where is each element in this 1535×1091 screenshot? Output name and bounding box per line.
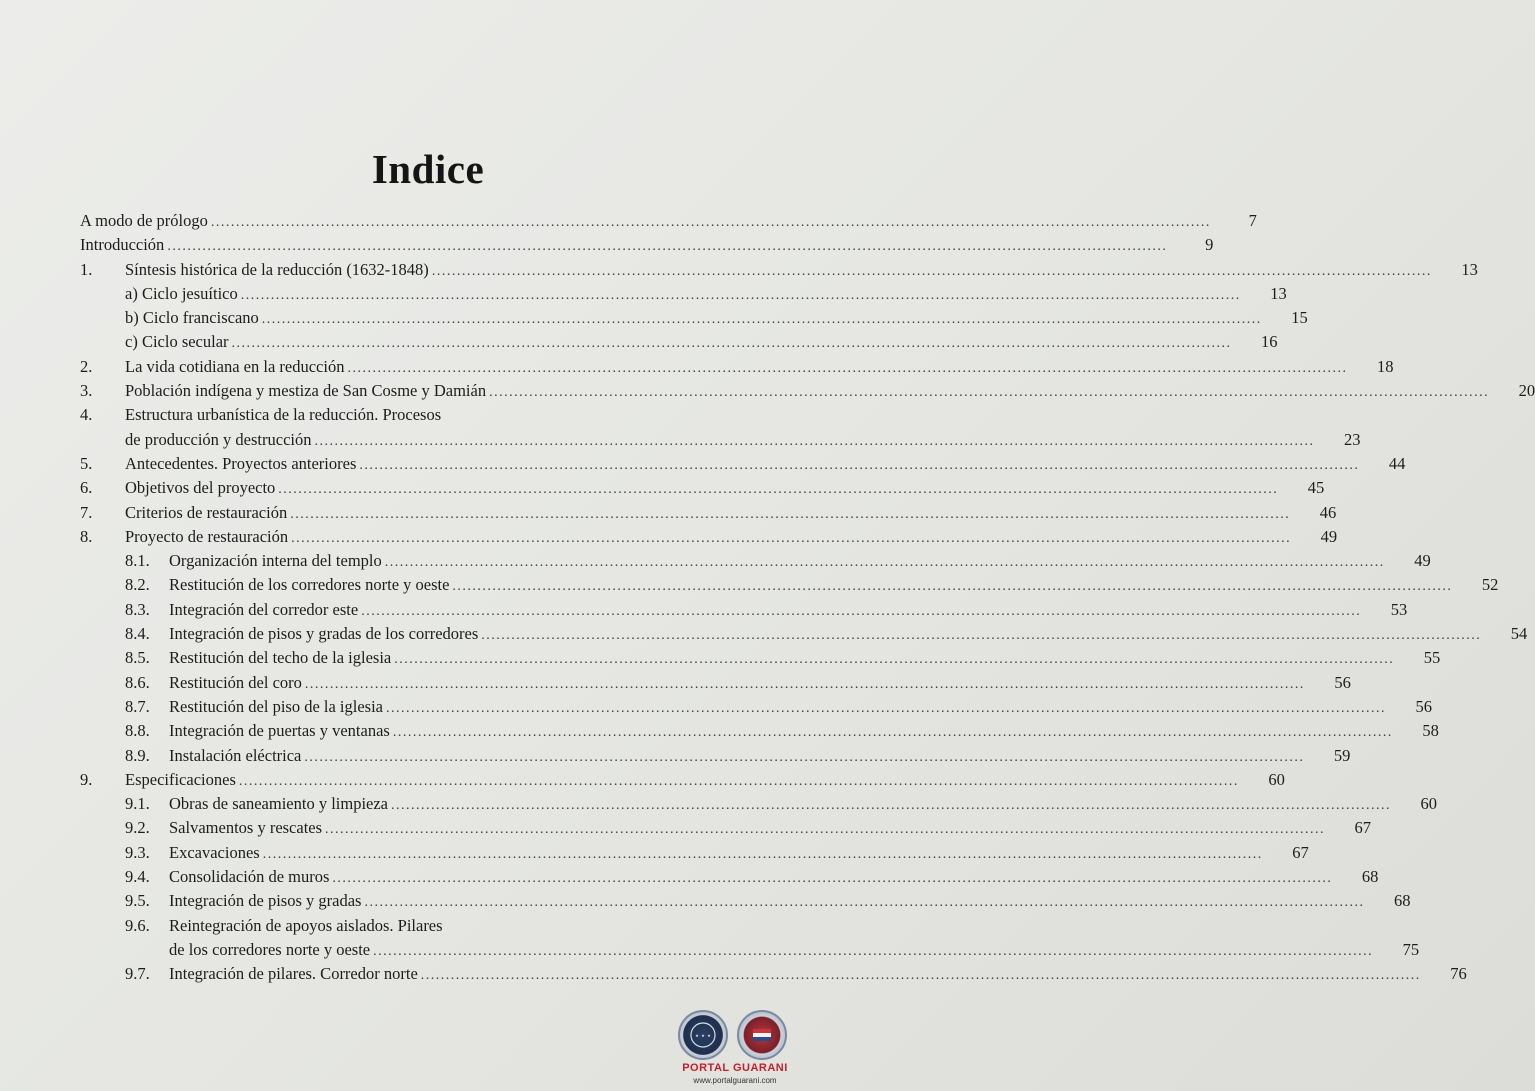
dot-leader: ........................................................................................................................................................................................................ [361,603,1362,619]
toc-entry-line [169,624,1528,644]
toc-entry-page: 23 [1343,429,1361,449]
toc-entry-line [169,842,1309,863]
toc-entry-title: Introducción [80,235,165,255]
toc-entry-page: 45 [1307,478,1325,498]
dot-leader: ........................................................................................................................................................................................................ [364,895,1365,911]
toc-entry-title: La vida cotidiana en la reducción [125,356,345,376]
toc-entry [80,429,1361,454]
toc-entry [80,745,1351,770]
toc-entry-number: 9.2. [125,818,150,838]
dot-leader: ........................................................................................................................................................................................................ [386,700,1387,716]
toc-entry-line [125,283,1287,304]
toc-entry [80,842,1309,867]
toc-entry-number: 7. [80,502,93,522]
toc-entry-title: A modo de prólogo [80,211,208,230]
toc-entry-line [125,356,1394,377]
dot-leader: ........................................................................................................................................................................................................ [391,798,1392,814]
dot-leader: ........................................................................................................................................................................................................ [240,287,1241,303]
toc-entry [80,332,1278,356]
toc-entry-line [169,891,1411,911]
toc-entry-line [169,721,1439,741]
toc-entry [80,916,778,940]
toc-entry-page: 53 [1390,599,1408,619]
flag-seal-icon [737,1010,787,1060]
dot-leader: ........................................................................................................................................................................................................ [347,360,1348,376]
dot-leader: ........................................................................................................................................................................................................ [373,943,1374,959]
toc-entry-title: Población indígena y mestiza de San Cosme y Damián [125,381,487,401]
toc-entry-page: 56 [1334,672,1351,692]
toc-entry-title: Estructura urbanística de la reducción. Procesos [125,405,442,425]
dot-leader: ........................................................................................................................................................................................................ [394,652,1395,668]
toc-entry [80,502,1337,527]
toc-entry [80,526,1338,551]
toc-entry-title: Excavaciones [169,842,260,862]
toc-entry [80,794,1438,818]
dot-leader: ........................................................................................................................................................................................................ [392,725,1393,741]
toc-entry [80,405,778,429]
toc-entry-line [125,478,1325,498]
toc-entry-number: 8. [80,526,93,546]
toc-entry [80,964,1467,988]
toc-entry [80,478,1325,502]
watermark-url: www.portalguarani.com [693,1076,777,1085]
toc-entry [80,381,1535,405]
toc-entry-line [125,308,1308,328]
toc-entry [80,891,1411,915]
toc-entry-page: 18 [1376,356,1394,376]
toc-entry [80,551,1431,575]
dot-leader: ........................................................................................................................................................................................................ [304,676,1305,692]
toc-entry-line [80,211,1257,231]
toc-entry-page: 58 [1422,721,1439,741]
toc-entry-title: b) Ciclo franciscano [125,308,259,328]
toc-entry-title: Criterios de restauración [125,502,288,522]
toc-entry-page: 7 [1248,211,1257,230]
toc-entry-page: 76 [1450,964,1467,984]
toc-entry-title: Restitución del techo de la iglesia [169,648,392,668]
toc-entry-page: 75 [1402,939,1420,959]
toc-entry-line [169,599,1408,620]
toc-entry [80,721,1439,745]
toc-entry-number: 8.6. [125,672,150,692]
toc-entry-page: 52 [1481,575,1499,595]
dot-leader: ........................................................................................................................................................................................................ [210,215,1211,230]
toc-entry-page: 68 [1361,867,1379,887]
toc-entry-page: 59 [1333,745,1351,765]
toc-entry-line [125,502,1337,523]
toc-entry-line [169,794,1438,814]
toc-entry-title: Especificaciones [125,769,236,789]
toc-entry-page: 49 [1414,551,1431,571]
toc-entry-title: Proyecto de restauración [125,526,289,546]
toc-entry-page: 67 [1292,842,1309,862]
toc-entry-number: 8.8. [125,721,150,741]
toc-entry-title: Antecedentes. Proyectos anteriores [125,453,357,473]
toc-entry-number: 4. [80,405,93,425]
dot-leader: ........................................................................................................................................................................................................ [332,871,1333,887]
flag-icon [747,1020,777,1050]
toc-entry-line [169,939,1420,960]
toc-entry-line [169,648,1441,668]
toc-entry-title: Restitución del coro [169,672,302,692]
toc-entry-page: 60 [1420,794,1438,814]
toc-entry [80,769,1285,794]
toc-entry-line [125,526,1338,547]
dot-leader: ........................................................................................................................................................................................................ [278,482,1279,498]
toc-entry-line [125,429,1361,450]
toc-entry-page: 13 [1461,259,1478,279]
toc-entry-line [125,259,1478,280]
toc-entry-title: Integración de pisos y gradas [169,891,362,911]
toc-entry-number: 1. [80,259,93,279]
toc-entry-page: 44 [1388,453,1406,473]
dot-leader: ........................................................................................................................................................................................................ [238,773,1239,789]
dot-leader: ........................................................................................................................................................................................................ [489,385,1490,401]
toc-entry-number: 8.2. [125,575,150,595]
toc-entry-title: de producción y destrucción [125,429,312,449]
toc-entry-line [169,818,1372,838]
dot-leader: ........................................................................................................................................................................................................ [290,506,1291,522]
toc-entry-number: 9. [80,769,93,789]
dot-leader: ........................................................................................................................................................................................................ [420,968,1421,984]
toc-entry-number: 8.7. [125,696,150,716]
toc-entry-number: 9.5. [125,891,150,911]
dot-leader: ........................................................................................................................................................................................................ [452,579,1453,595]
toc-entry-line [169,745,1351,766]
dot-leader: ........................................................................................................................................................................................................ [384,555,1385,571]
toc-entry-page: 60 [1268,769,1285,789]
toc-entry-line [80,235,1214,255]
toc-entry-title: de los corredores norte y oeste [169,939,371,959]
toc-entry-number: 9.7. [125,964,150,984]
toc-entry-number: 8.4. [125,624,150,644]
toc-entry-page: 46 [1319,502,1337,522]
toc-entry-number: 5. [80,453,93,473]
toc-entry [80,672,1351,697]
dot-leader: ........................................................................................................................................................................................................ [231,336,1232,352]
toc-entry-title: Obras de saneamiento y limpieza [169,794,389,814]
toc-entry-line [125,769,1285,790]
toc-entry-page: 15 [1291,308,1308,328]
toc-entry [80,575,1499,599]
toc-entry-page: 67 [1354,818,1372,838]
dot-leader: ........................................................................................................................................................................................................ [314,433,1315,449]
toc-entry-title: Integración de pisos y gradas de los corredores [169,624,479,644]
toc-entry-title: Consolidación de muros [169,867,330,887]
toc-entry-title: Restitución de los corredores norte y oeste [169,575,450,595]
toc-entry-title: Instalación eléctrica [169,745,302,765]
dot-leader: ........................................................................................................................................................................................................ [325,822,1326,838]
toc-entry-title: Restitución del piso de la iglesia [169,696,384,716]
toc-entry [80,867,1379,891]
toc-entry-title: Salvamentos y rescates [169,818,323,838]
dot-leader: ........................................................................................................................................................................................................ [291,530,1292,546]
toc-entry-line [169,867,1379,887]
toc-entry-page: 20 [1518,381,1535,401]
toc-entry-number: 9.1. [125,794,150,814]
dot-leader: ........................................................................................................................................................................................................ [261,312,1262,328]
toc-entry-page: 13 [1270,283,1287,303]
toc-entry-title: Integración de pilares. Corredor norte [169,964,418,984]
toc-entry-number: 6. [80,478,93,498]
dot-leader: ........................................................................................................................................................................................................ [481,628,1482,644]
toc-entry-number: 3. [80,381,93,401]
toc-entry-number: 9.3. [125,842,150,862]
toc-entry-line [125,453,1406,474]
toc-entry-page: 56 [1415,696,1433,716]
toc-entry-title: Reintegración de apoyos aislados. Pilares [169,915,443,935]
toc-entry-number: 9.4. [125,867,150,887]
toc-entry [80,648,1441,672]
page-title: Indice [371,146,485,193]
toc-entry-line [169,696,1433,717]
table-of-contents [80,211,1535,989]
watermark-brand: PORTAL GUARANI [682,1062,788,1074]
toc-entry-line [169,672,1351,693]
toc-entry [80,696,1433,721]
toc-entry [80,599,1408,624]
star-seal-icon [688,1020,718,1050]
dot-leader: ........................................................................................................................................................................................................ [359,457,1360,473]
dot-leader: ........................................................................................................................................................................................................ [167,239,1168,255]
seal-icon [678,1010,728,1060]
toc-entry-number: 8.3. [125,599,150,619]
toc-entry [80,211,1257,235]
toc-entry [80,259,1478,284]
toc-entry-title: Organización interna del templo [169,551,382,571]
dot-leader: ........................................................................................................................................................................................................ [262,846,1263,862]
toc-entry-page: 49 [1320,526,1338,546]
toc-entry-title: c) Ciclo secular [125,332,229,352]
toc-entry-title: Integración del corredor este [169,599,359,619]
toc-entry [80,283,1287,308]
toc-entry-page: 9 [1205,235,1214,255]
toc-entry [80,356,1394,381]
toc-entry-line [169,575,1499,595]
toc-entry [80,818,1372,842]
toc-entry-number: 9.6. [125,915,150,935]
toc-entry-line [169,964,1467,984]
toc-entry-page: 16 [1261,332,1278,352]
toc-entry-line [125,381,1535,401]
dot-leader: ........................................................................................................................................................................................................ [431,263,1432,279]
toc-entry-number: 2. [80,356,93,376]
toc-entry-page: 54 [1510,624,1528,644]
toc-entry-line [169,551,1431,571]
dot-leader: ........................................................................................................................................................................................................ [304,749,1305,765]
toc-entry [80,939,1420,964]
toc-entry-page: 68 [1393,891,1411,911]
toc-entry [80,453,1406,478]
toc-entry [80,624,1528,648]
toc-entry-title: Objetivos del proyecto [125,478,276,498]
toc-entry-number: 8.9. [125,745,150,765]
toc-entry-title: a) Ciclo jesuítico [125,283,238,303]
toc-entry [80,308,1308,332]
toc-entry-number: 8.1. [125,551,150,571]
toc-entry-line [125,332,1278,352]
toc-entry [80,235,1214,259]
toc-entry-page: 55 [1423,648,1441,668]
toc-entry-title: Integración de puertas y ventanas [169,721,390,741]
toc-entry-number: 8.5. [125,648,150,668]
toc-entry-title: Síntesis histórica de la reducción (1632-1848) [125,259,429,279]
